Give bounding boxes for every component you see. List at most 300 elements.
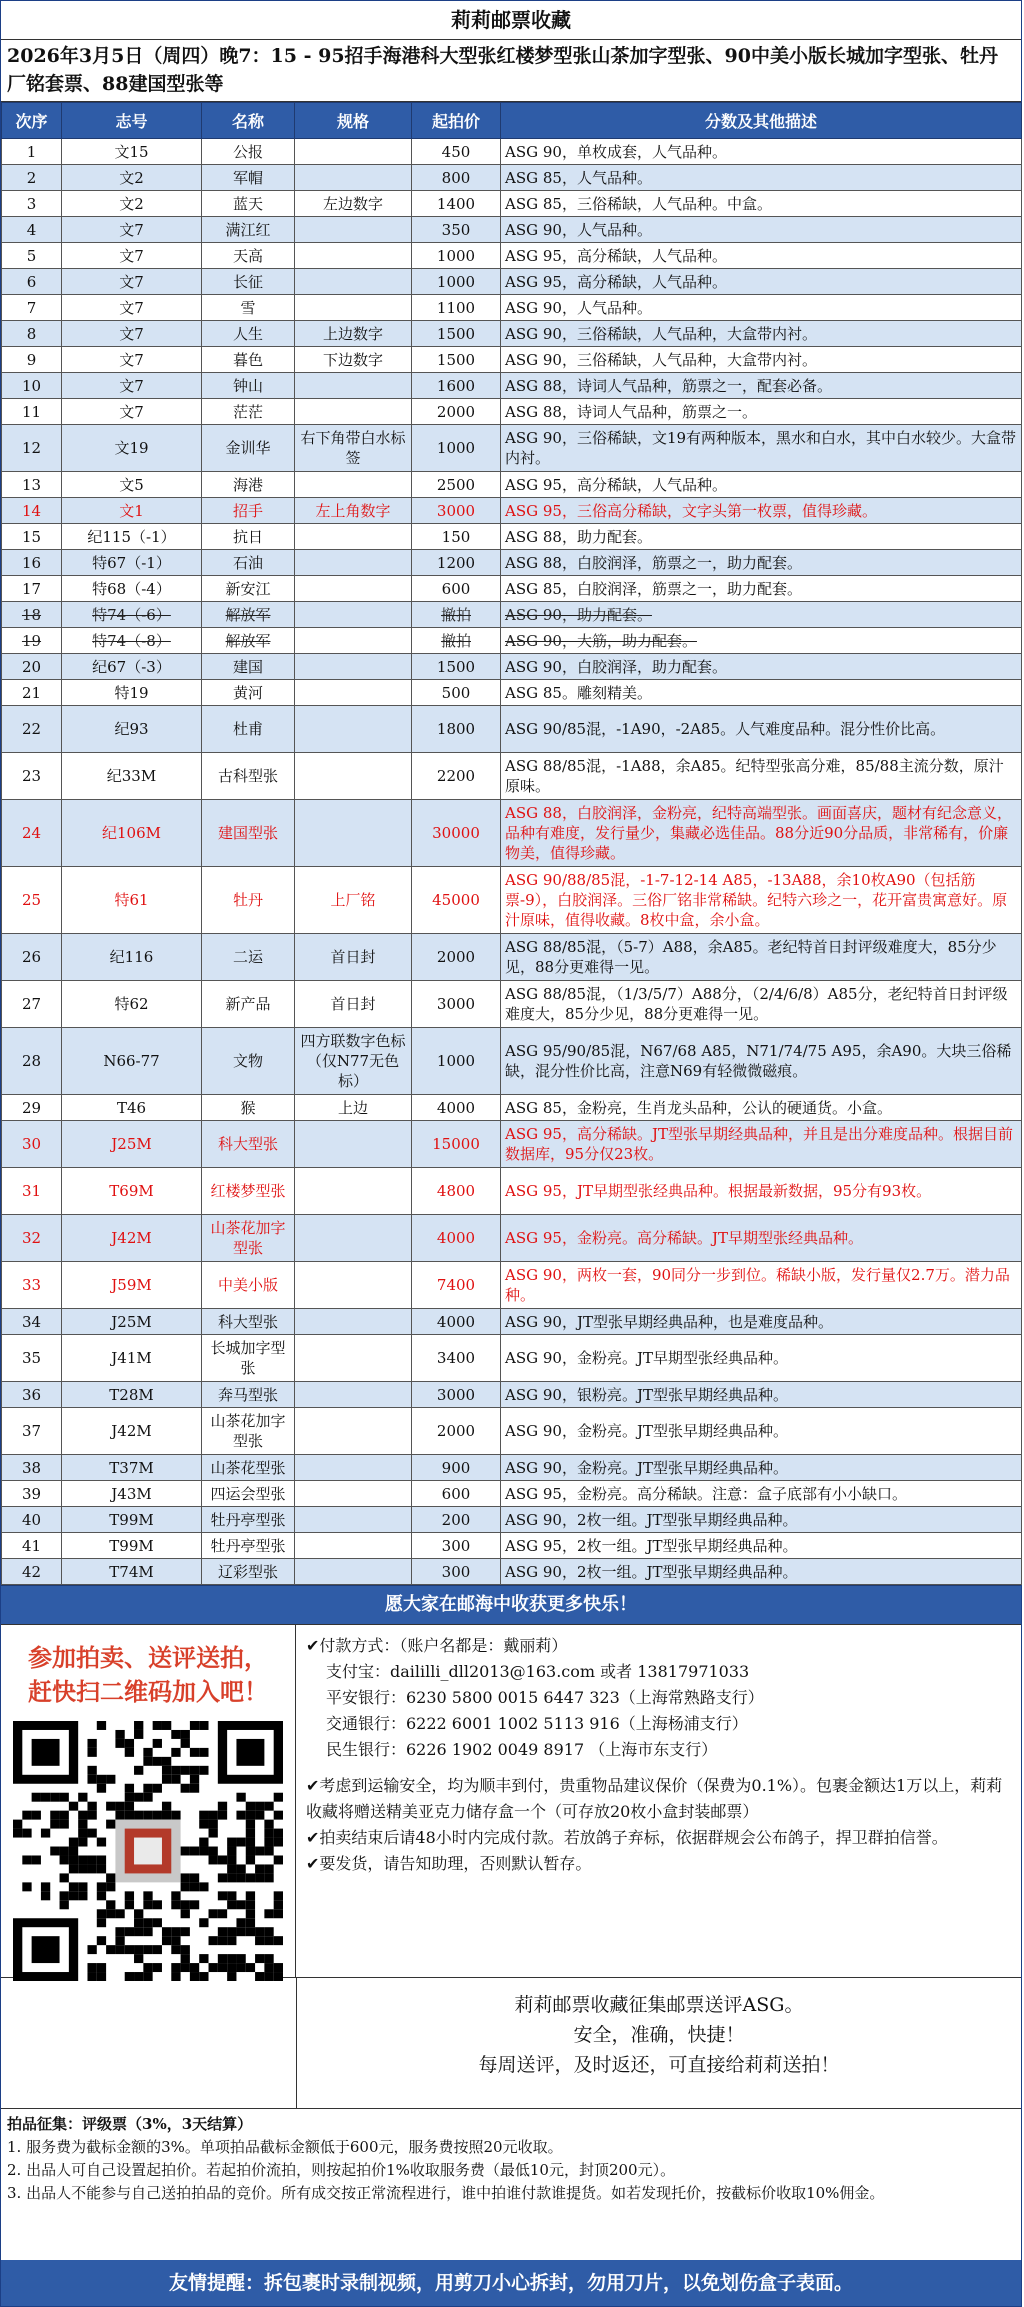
table-row <box>2 550 1022 576</box>
cell-code: 特19 <box>62 680 202 706</box>
cell-code: 特62 <box>62 981 202 1028</box>
cell-name: 新安江 <box>202 576 295 602</box>
cell-code: 特67（-1） <box>62 550 202 576</box>
cell-price: 4000 <box>412 1215 501 1262</box>
delivery-note: ✔要发货，请告知助理，否则默认暂存。 <box>306 1854 592 1873</box>
table-row <box>2 706 1022 753</box>
payment-line: 民生银行：6226 1902 0049 8917 （上海市东支行） <box>326 1740 718 1759</box>
table-row <box>2 1168 1022 1215</box>
cell-price: 350 <box>412 217 501 243</box>
table-row <box>2 191 1022 217</box>
cell-name: 科大型张 <box>202 1309 295 1335</box>
cell-spec <box>295 550 412 576</box>
cell-no: 36 <box>2 1382 62 1408</box>
cell-code: 文7 <box>62 373 202 399</box>
payment-line: 交通银行：6222 6001 1002 5113 916（上海杨浦支行） <box>326 1714 748 1733</box>
cell-no: 1 <box>2 139 62 165</box>
cell-name: 建国型张 <box>202 800 295 867</box>
cell-price: 500 <box>412 680 501 706</box>
cell-price: 1800 <box>412 706 501 753</box>
cell-code: 文15 <box>62 139 202 165</box>
cell-price: 600 <box>412 1481 501 1507</box>
cell-name: 暮色 <box>202 347 295 373</box>
lots-table <box>1 102 1022 1585</box>
table-row <box>2 1028 1022 1095</box>
cell-price: 1000 <box>412 269 501 295</box>
cell-spec: 左边数字 <box>295 191 412 217</box>
cell-code: T99M <box>62 1507 202 1533</box>
cell-spec <box>295 1481 412 1507</box>
table-row <box>2 373 1022 399</box>
cell-spec <box>295 680 412 706</box>
cell-desc: ASG 88/85混，（5-7）A88，余A85。老纪特首日封评级难度大，85分少见，88分更难得一见。 <box>501 934 1022 981</box>
cell-name: 中美小版 <box>202 1262 295 1309</box>
cell-desc: ASG 95，2枚一组。JT型张早期经典品种。 <box>501 1533 1022 1559</box>
cell-price: 150 <box>412 524 501 550</box>
lots-body <box>2 139 1022 1585</box>
cell-no: 28 <box>2 1028 62 1095</box>
cell-no: 31 <box>2 1168 62 1215</box>
cell-name: 山茶花型张 <box>202 1455 295 1481</box>
table-row <box>2 1335 1022 1382</box>
qr-code-icon[interactable] <box>13 1721 283 1981</box>
cell-no: 39 <box>2 1481 62 1507</box>
cell-code: 纪93 <box>62 706 202 753</box>
cell-spec: 首日封 <box>295 981 412 1028</box>
cell-desc: ASG 90，三俗稀缺，人气品种，大盒带内衬。 <box>501 321 1022 347</box>
cell-name: 杜甫 <box>202 706 295 753</box>
cell-price: 200 <box>412 1507 501 1533</box>
cell-code: 文2 <box>62 191 202 217</box>
cell-code: 文1 <box>62 498 202 524</box>
cell-price: 1400 <box>412 191 501 217</box>
cell-desc: ASG 85。雕刻精美。 <box>501 680 1022 706</box>
cell-spec <box>295 472 412 498</box>
promo-text <box>11 1641 285 1709</box>
cell-spec <box>295 1507 412 1533</box>
cell-code: 文5 <box>62 472 202 498</box>
cell-no: 37 <box>2 1408 62 1455</box>
cell-name: 雪 <box>202 295 295 321</box>
table-row <box>2 753 1022 800</box>
cell-no: 4 <box>2 217 62 243</box>
cell-price: 1500 <box>412 347 501 373</box>
cell-desc: ASG 90，人气品种。 <box>501 217 1022 243</box>
cell-price: 1500 <box>412 321 501 347</box>
cell-code: 文19 <box>62 425 202 472</box>
cell-code: T69M <box>62 1168 202 1215</box>
cell-name: 海港 <box>202 472 295 498</box>
cell-price: 4000 <box>412 1095 501 1121</box>
cell-spec <box>295 295 412 321</box>
table-row <box>2 1095 1022 1121</box>
cell-spec <box>295 269 412 295</box>
cell-price: 3000 <box>412 981 501 1028</box>
cell-name: 新产品 <box>202 981 295 1028</box>
cell-no: 14 <box>2 498 62 524</box>
cell-desc: ASG 95，金粉亮。高分稀缺。JT早期型张经典品种。 <box>501 1215 1022 1262</box>
cell-code: J59M <box>62 1262 202 1309</box>
cell-desc: ASG 95，三俗高分稀缺，文字头第一枚票，值得珍藏。 <box>501 498 1022 524</box>
cell-code: 纪115（-1） <box>62 524 202 550</box>
cell-no: 8 <box>2 321 62 347</box>
collect-section <box>1 1977 1021 2108</box>
cell-desc: ASG 90，银粉亮。JT型张早期经典品种。 <box>501 1382 1022 1408</box>
cell-spec <box>295 1215 412 1262</box>
cell-name: 钟山 <box>202 373 295 399</box>
payment-line: 平安银行：6230 5800 0015 6447 323（上海常熟路支行） <box>326 1688 764 1707</box>
cell-price: 1200 <box>412 550 501 576</box>
cell-desc: ASG 95，金粉亮。高分稀缺。注意：盒子底部有小小缺口。 <box>501 1481 1022 1507</box>
cell-spec <box>295 706 412 753</box>
cell-spec <box>295 1559 412 1585</box>
cell-desc: ASG 88，白胶润泽，筋票之一，助力配套。 <box>501 550 1022 576</box>
cell-spec <box>295 217 412 243</box>
cell-desc: ASG 88，诗词人气品种，筋票之一。 <box>501 399 1022 425</box>
payment-heading: ✔付款方式：（账户名都是：戴丽莉） <box>306 1636 568 1655</box>
cell-code: 特74（-6） <box>62 602 202 628</box>
cell-spec: 左上角数字 <box>295 498 412 524</box>
table-row <box>2 1455 1022 1481</box>
cell-no: 18 <box>2 602 62 628</box>
cell-desc: ASG 90/88/85混，-1-7-12-14 A85，-13A88，余10枚A90（包括筋票-9），白胶润泽。三俗厂铭非常稀缺。纪特六珍之一，花开富贵寓意好。原汁原味，值得收藏。8枚中盒，余小盒。 <box>501 867 1022 934</box>
table-row <box>2 347 1022 373</box>
column-header: 名称 <box>202 103 295 139</box>
cell-code: T37M <box>62 1455 202 1481</box>
cell-code: 文7 <box>62 269 202 295</box>
cell-price: 450 <box>412 139 501 165</box>
cell-price: 2000 <box>412 934 501 981</box>
cell-price: 7400 <box>412 1262 501 1309</box>
cell-code: 文7 <box>62 243 202 269</box>
cell-no: 12 <box>2 425 62 472</box>
cell-code: T74M <box>62 1559 202 1585</box>
cell-desc: ASG 90，JT型张早期经典品种，也是难度品种。 <box>501 1309 1022 1335</box>
cell-name: 解放军 <box>202 628 295 654</box>
cell-price: 45000 <box>412 867 501 934</box>
cell-spec <box>295 399 412 425</box>
cell-spec <box>295 1121 412 1168</box>
payment-panel <box>296 1625 1021 1977</box>
cell-desc: ASG 88，助力配套。 <box>501 524 1022 550</box>
cell-no: 19 <box>2 628 62 654</box>
cell-price: 1000 <box>412 425 501 472</box>
cell-no: 38 <box>2 1455 62 1481</box>
cell-code: J43M <box>62 1481 202 1507</box>
cell-no: 25 <box>2 867 62 934</box>
cell-spec <box>295 800 412 867</box>
info-section <box>1 1624 1021 1977</box>
cell-price: 1500 <box>412 654 501 680</box>
cell-no: 3 <box>2 191 62 217</box>
collect-line: 每周送评，及时返还，可直接给莉莉送拍！ <box>478 2054 840 2076</box>
cell-spec <box>295 576 412 602</box>
cell-spec <box>295 524 412 550</box>
cell-spec <box>295 1262 412 1309</box>
rule-item: 2. 出品人可自己设置起拍价。若起拍价流拍，则按起拍价1%收取服务费（最低10元，封顶200元）。 <box>7 2161 676 2179</box>
promo-line: 赶快扫二维码加入吧！ <box>28 1677 268 1706</box>
cell-spec <box>295 373 412 399</box>
cell-desc: ASG 90，金粉亮。JT型张早期经典品种。 <box>501 1455 1022 1481</box>
table-row <box>2 1309 1022 1335</box>
cell-code: J42M <box>62 1215 202 1262</box>
table-row <box>2 1408 1022 1455</box>
table-header-row <box>2 103 1022 139</box>
table-row <box>2 1262 1022 1309</box>
cell-desc: ASG 88，诗词人气品种，筋票之一，配套必备。 <box>501 373 1022 399</box>
cell-code: 特74（-8） <box>62 628 202 654</box>
cell-no: 34 <box>2 1309 62 1335</box>
cell-name: 建国 <box>202 654 295 680</box>
cell-desc: ASG 90，金粉亮。JT型张早期经典品种。 <box>501 1408 1022 1455</box>
cell-desc: ASG 85，三俗稀缺，人气品种。中盒。 <box>501 191 1022 217</box>
cell-name: 科大型张 <box>202 1121 295 1168</box>
cell-spec <box>295 628 412 654</box>
table-row <box>2 139 1022 165</box>
cell-name: 军帽 <box>202 165 295 191</box>
cell-name: 抗日 <box>202 524 295 550</box>
cell-name: 长城加字型张 <box>202 1335 295 1382</box>
table-row <box>2 498 1022 524</box>
cell-code: T46 <box>62 1095 202 1121</box>
cell-code: 纪67（-3） <box>62 654 202 680</box>
cell-price: 2200 <box>412 753 501 800</box>
cell-desc: ASG 85，金粉亮，生肖龙头品种，公认的硬通货。小盒。 <box>501 1095 1022 1121</box>
cell-spec <box>295 1455 412 1481</box>
cell-spec: 首日封 <box>295 934 412 981</box>
cell-no: 40 <box>2 1507 62 1533</box>
cell-name: 黄河 <box>202 680 295 706</box>
cell-desc: ASG 88/85混，-1A88，余A85。纪特型张高分难，85/88主流分数，原汁原味。 <box>501 753 1022 800</box>
cell-code: 特61 <box>62 867 202 934</box>
cell-name: 招手 <box>202 498 295 524</box>
column-header: 分数及其他描述 <box>501 103 1022 139</box>
table-row <box>2 399 1022 425</box>
cell-desc: ASG 88/85混，（1/3/5/7）A88分，（2/4/6/8）A85分，老纪特首日封评级难度大，85分少见，88分更难得一见。 <box>501 981 1022 1028</box>
cell-no: 23 <box>2 753 62 800</box>
cell-name: 山茶花加字型张 <box>202 1215 295 1262</box>
cell-name: 二运 <box>202 934 295 981</box>
table-row <box>2 321 1022 347</box>
rule-item: 3. 出品人不能参与自己送拍拍品的竞价。所有成交按正常流程进行，谁中拍谁付款谁提货。如若发现托价，按截标价收取10%佣金。 <box>7 2184 885 2202</box>
cell-no: 2 <box>2 165 62 191</box>
cell-price: 900 <box>412 1455 501 1481</box>
cell-name: 石油 <box>202 550 295 576</box>
cell-desc: ASG 90，人气品种。 <box>501 295 1022 321</box>
cell-price: 3000 <box>412 498 501 524</box>
cell-price: 撤拍 <box>412 602 501 628</box>
cell-spec <box>295 602 412 628</box>
promo-line: 参加拍卖、送评送拍， <box>28 1643 268 1672</box>
cell-no: 5 <box>2 243 62 269</box>
table-row <box>2 269 1022 295</box>
table-row <box>2 295 1022 321</box>
cell-code: T28M <box>62 1382 202 1408</box>
cell-desc: ASG 95，JT早期型张经典品种。根据最新数据，95分有93枚。 <box>501 1168 1022 1215</box>
cell-spec: 四方联数字色标（仅N77无色标） <box>295 1028 412 1095</box>
table-row <box>2 934 1022 981</box>
consignment-rules <box>1 2108 1021 2260</box>
cell-code: J25M <box>62 1121 202 1168</box>
cell-desc: ASG 90，助力配套。 <box>501 602 1022 628</box>
cell-desc: ASG 90，2枚一组。JT型张早期经典品种。 <box>501 1559 1022 1585</box>
cell-price: 2000 <box>412 399 501 425</box>
cell-name: 金训华 <box>202 425 295 472</box>
footer-reminder: 友情提醒：拆包裹时录制视频，用剪刀小心拆封，勿用刀片，以免划伤盒子表面。 <box>1 2260 1021 2306</box>
table-row <box>2 472 1022 498</box>
cell-no: 24 <box>2 800 62 867</box>
promo-panel <box>1 1625 296 1977</box>
cell-spec <box>295 243 412 269</box>
cell-price: 4800 <box>412 1168 501 1215</box>
cell-no: 17 <box>2 576 62 602</box>
cell-code: 文7 <box>62 399 202 425</box>
cell-no: 32 <box>2 1215 62 1262</box>
cell-desc: ASG 90，大筋，助力配套。 <box>501 628 1022 654</box>
cell-name: 牡丹亭型张 <box>202 1507 295 1533</box>
cell-desc: ASG 88，白胶润泽，金粉亮，纪特高端型张。画面喜庆，题材有纪念意义，品种有难度，发行量少，集藏必选佳品。88分近90分品质，非常稀有，价廉物美，值得珍藏。 <box>501 800 1022 867</box>
cell-spec <box>295 139 412 165</box>
cell-name: 蓝天 <box>202 191 295 217</box>
cell-price: 30000 <box>412 800 501 867</box>
cell-spec: 右下角带白水标签 <box>295 425 412 472</box>
cell-no: 13 <box>2 472 62 498</box>
cell-name: 满江红 <box>202 217 295 243</box>
cell-code: 特68（-4） <box>62 576 202 602</box>
cell-no: 33 <box>2 1262 62 1309</box>
cell-no: 20 <box>2 654 62 680</box>
greeting-banner: 愿大家在邮海中收获更多快乐！ <box>1 1585 1021 1624</box>
table-row <box>2 1382 1022 1408</box>
payment-line: 支付宝：daililli_dll2013@163.com 或者 13817971033 <box>326 1662 750 1681</box>
cell-price: 1600 <box>412 373 501 399</box>
column-header: 起拍价 <box>412 103 501 139</box>
cell-no: 29 <box>2 1095 62 1121</box>
cell-spec <box>295 1408 412 1455</box>
cell-name: 红楼梦型张 <box>202 1168 295 1215</box>
cell-price: 3000 <box>412 1382 501 1408</box>
cell-code: 纪106M <box>62 800 202 867</box>
cell-no: 6 <box>2 269 62 295</box>
cell-no: 10 <box>2 373 62 399</box>
cell-spec <box>295 165 412 191</box>
table-row <box>2 243 1022 269</box>
table-row <box>2 524 1022 550</box>
cell-no: 27 <box>2 981 62 1028</box>
table-row <box>2 1507 1022 1533</box>
cell-name: 茫茫 <box>202 399 295 425</box>
table-row <box>2 654 1022 680</box>
collect-text <box>297 1978 1021 2108</box>
cell-price: 800 <box>412 165 501 191</box>
table-row <box>2 628 1022 654</box>
cell-name: 长征 <box>202 269 295 295</box>
cell-name: 公报 <box>202 139 295 165</box>
cell-spec: 上边数字 <box>295 321 412 347</box>
collect-left-blank <box>1 1978 297 2108</box>
cell-desc: ASG 95，高分稀缺，人气品种。 <box>501 269 1022 295</box>
table-row <box>2 867 1022 934</box>
cell-code: 纪116 <box>62 934 202 981</box>
cell-no: 26 <box>2 934 62 981</box>
cell-price: 300 <box>412 1559 501 1585</box>
column-header: 次序 <box>2 103 62 139</box>
table-row <box>2 680 1022 706</box>
table-row <box>2 1481 1022 1507</box>
cell-code: J42M <box>62 1408 202 1455</box>
cell-price: 600 <box>412 576 501 602</box>
collect-line: 莉莉邮票收藏征集邮票送评ASG。 <box>514 1994 804 2016</box>
cell-desc: ASG 90/85混，-1A90，-2A85。人气难度品种。混分性价比高。 <box>501 706 1022 753</box>
cell-price: 1100 <box>412 295 501 321</box>
cell-spec <box>295 1382 412 1408</box>
cell-name: 古科型张 <box>202 753 295 800</box>
cell-desc: ASG 95，高分稀缺，人气品种。 <box>501 243 1022 269</box>
cell-spec <box>295 654 412 680</box>
auction-subtitle: 2026年3月5日（周四）晚7：15 - 95招手海港科大型张红楼梦型张山茶加字型张、90中美小版长城加字型张、牡丹厂铭套票、88建国型张等 <box>1 40 1021 102</box>
cell-no: 9 <box>2 347 62 373</box>
cell-desc: ASG 90，两枚一套，90同分一步到位。稀缺小版，发行量仅2.7万。潜力品种。 <box>501 1262 1022 1309</box>
cell-price: 撤拍 <box>412 628 501 654</box>
cell-price: 3400 <box>412 1335 501 1382</box>
cell-desc: ASG 95/90/85混，N67/68 A85，N71/74/75 A95，余A90。大块三俗稀缺，混分性价比高，注意N69有轻微微磁痕。 <box>501 1028 1022 1095</box>
cell-price: 2500 <box>412 472 501 498</box>
cell-spec: 下边数字 <box>295 347 412 373</box>
table-row <box>2 1121 1022 1168</box>
cell-desc: ASG 85，白胶润泽，筋票之一，助力配套。 <box>501 576 1022 602</box>
cell-code: 文7 <box>62 217 202 243</box>
cell-desc: ASG 95，高分稀缺，人气品种。 <box>501 472 1022 498</box>
payment-deadline-note: ✔拍卖结束后请48小时内完成付款。若放鸽子弃标，依据群规会公布鸽子，捍卫群拍信誉。 <box>306 1828 948 1847</box>
table-row <box>2 1533 1022 1559</box>
cell-price: 4000 <box>412 1309 501 1335</box>
table-row <box>2 981 1022 1028</box>
table-row <box>2 425 1022 472</box>
table-row <box>2 1559 1022 1585</box>
cell-code: 纪33M <box>62 753 202 800</box>
column-header: 志号 <box>62 103 202 139</box>
cell-name: 四运会型张 <box>202 1481 295 1507</box>
cell-name: 辽彩型张 <box>202 1559 295 1585</box>
cell-spec <box>295 1533 412 1559</box>
cell-desc: ASG 90，单枚成套，人气品种。 <box>501 139 1022 165</box>
cell-name: 解放军 <box>202 602 295 628</box>
cell-spec: 上厂铭 <box>295 867 412 934</box>
table-row <box>2 602 1022 628</box>
cell-desc: ASG 90，2枚一组。JT型张早期经典品种。 <box>501 1507 1022 1533</box>
cell-no: 21 <box>2 680 62 706</box>
cell-name: 奔马型张 <box>202 1382 295 1408</box>
shipping-note: ✔考虑到运输安全，均为顺丰到付，贵重物品建议保价（保费为0.1%）。包裹金额达1万以上，莉莉收藏将赠送精美亚克力储存盒一个（可存放20枚小盒封装邮票） <box>306 1776 1003 1821</box>
cell-name: 牡丹亭型张 <box>202 1533 295 1559</box>
column-header: 规格 <box>295 103 412 139</box>
cell-no: 30 <box>2 1121 62 1168</box>
cell-code: 文2 <box>62 165 202 191</box>
cell-spec: 上边 <box>295 1095 412 1121</box>
cell-price: 15000 <box>412 1121 501 1168</box>
cell-code: 文7 <box>62 321 202 347</box>
table-row <box>2 165 1022 191</box>
cell-spec <box>295 1309 412 1335</box>
cell-no: 22 <box>2 706 62 753</box>
rules-title: 拍品征集：评级票（3%，3天结算） <box>7 2115 253 2133</box>
cell-no: 11 <box>2 399 62 425</box>
cell-name: 天高 <box>202 243 295 269</box>
cell-no: 7 <box>2 295 62 321</box>
qr-code-graphic <box>13 1721 283 1981</box>
cell-spec <box>295 1168 412 1215</box>
cell-name: 山茶花加字型张 <box>202 1408 295 1455</box>
